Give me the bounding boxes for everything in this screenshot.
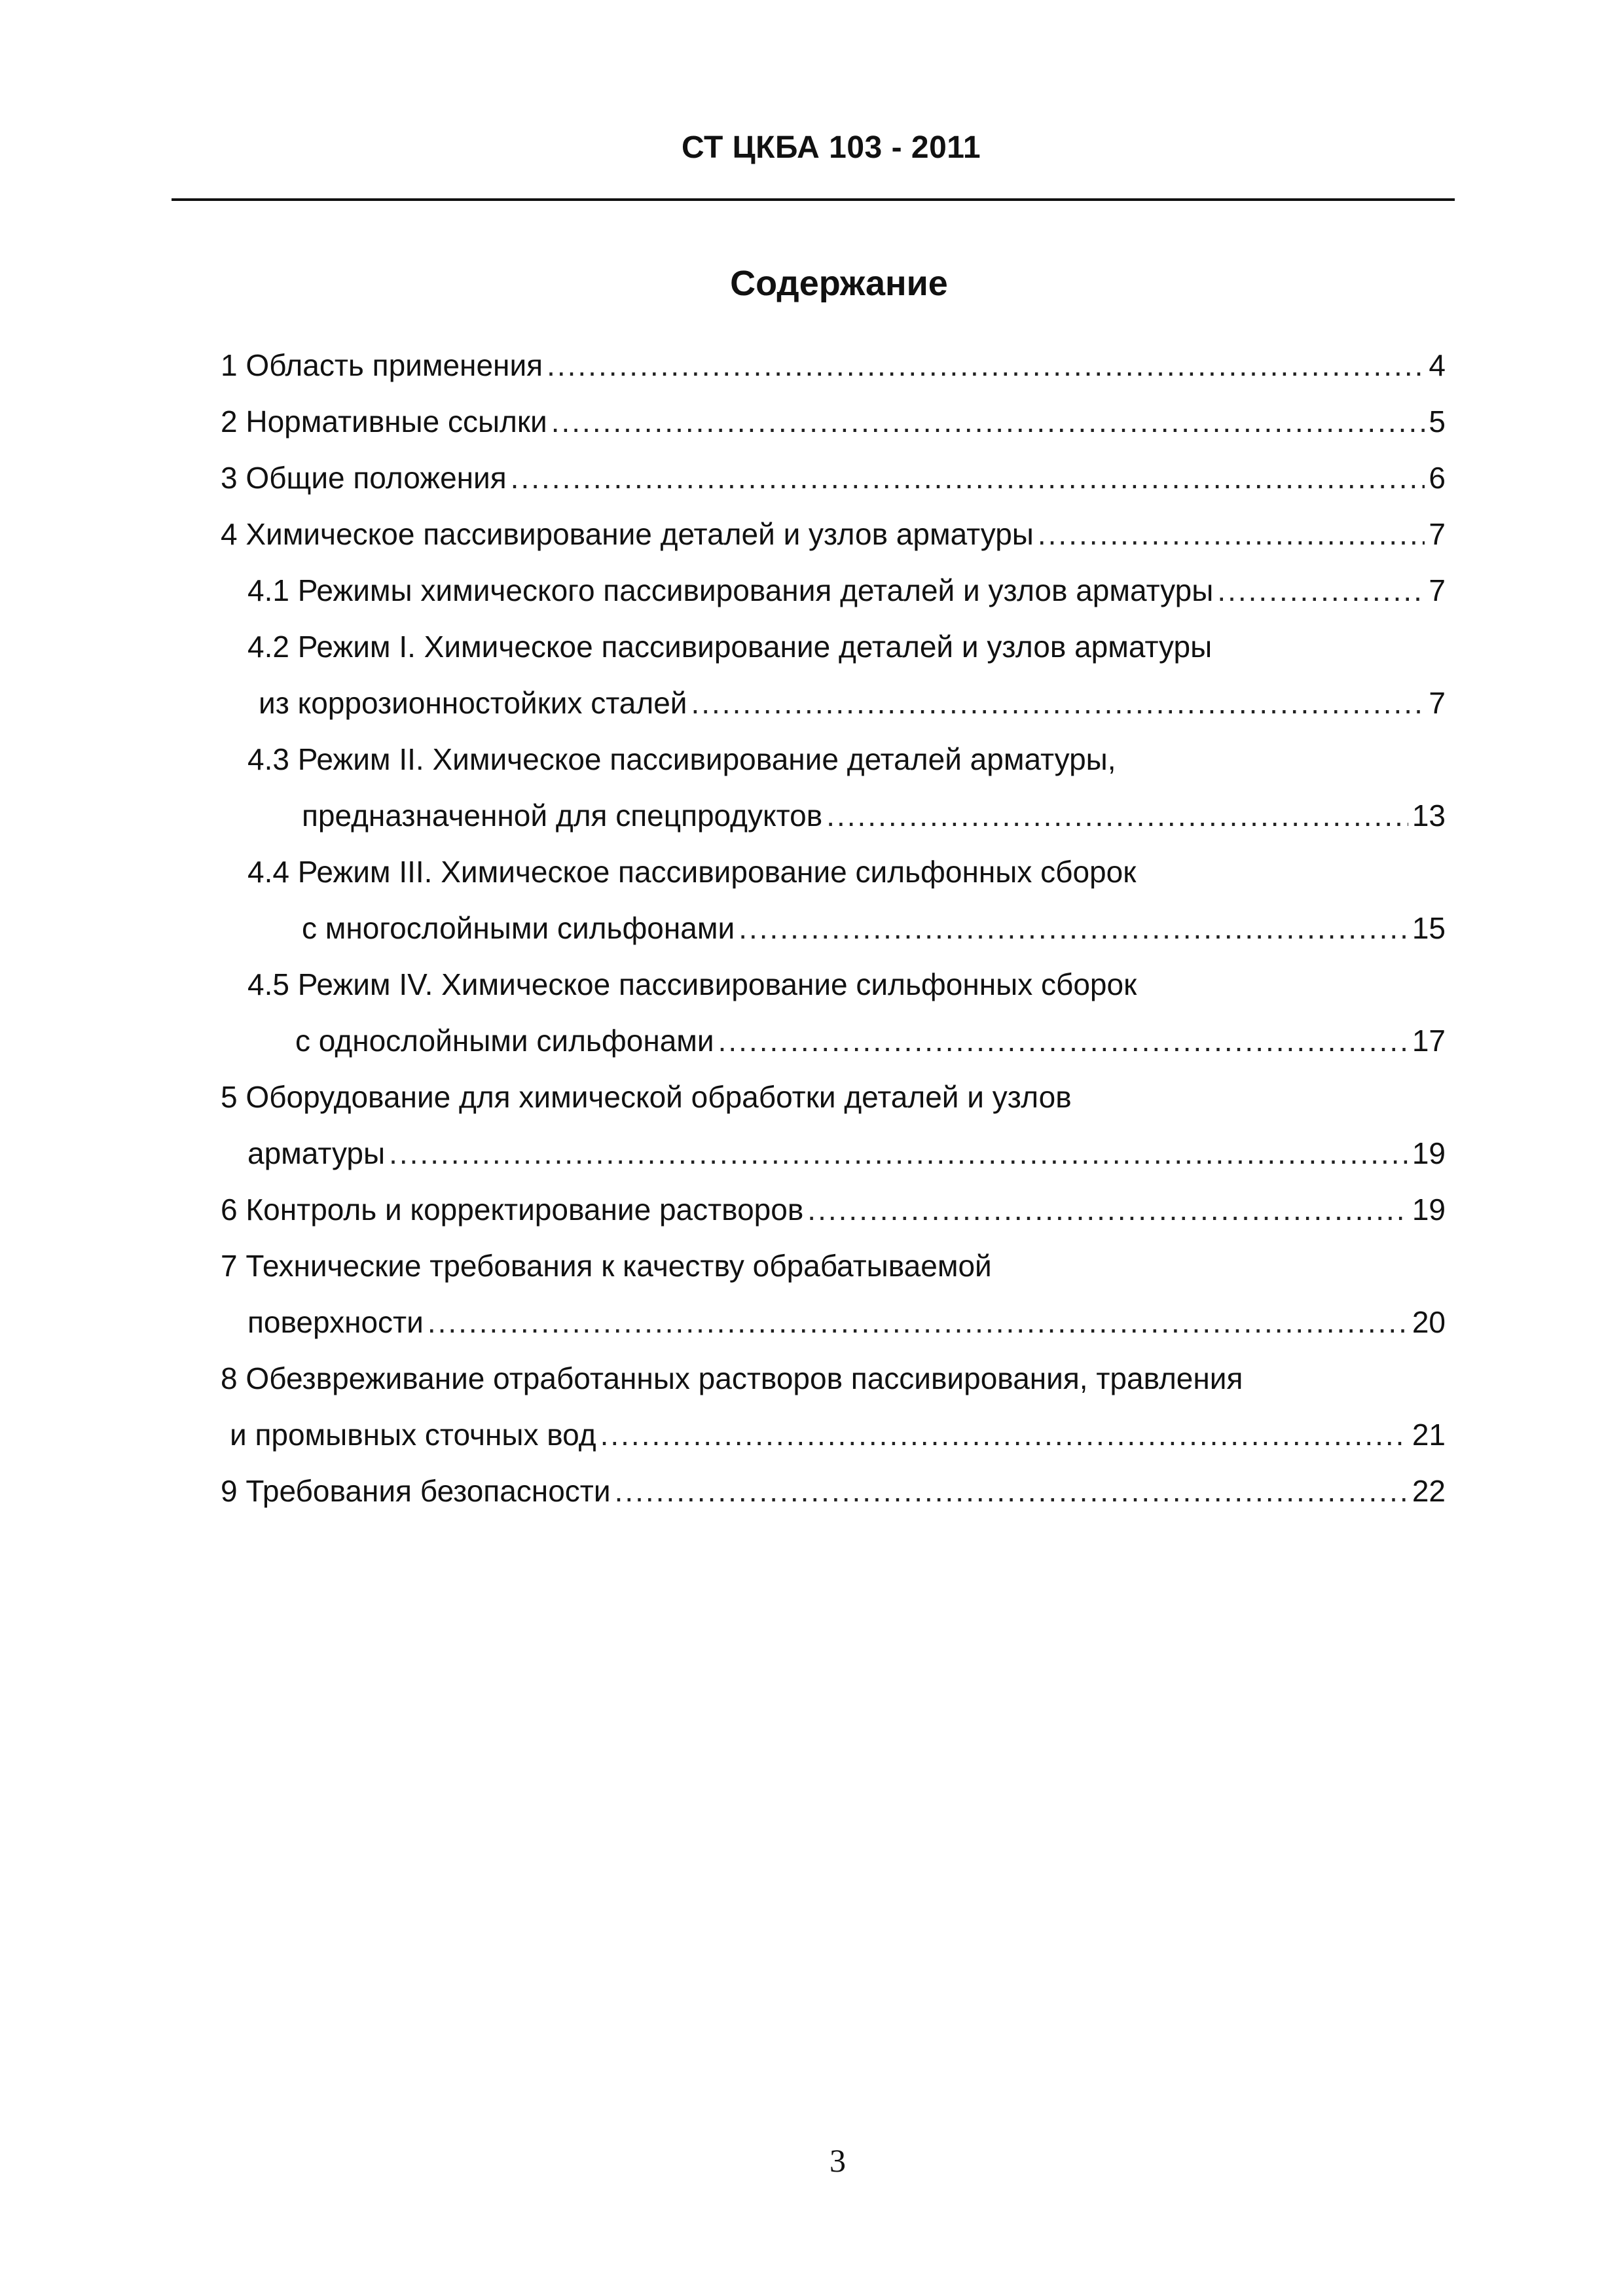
toc-subentry-continuation[interactable] <box>302 796 1446 835</box>
toc-entry-label: предназначенной для спецпродуктов <box>302 798 823 833</box>
toc-entry[interactable] <box>221 346 1446 385</box>
toc-leader-dots <box>551 402 1425 441</box>
toc-entry-label: 5 Оборудование для химической обработки деталей и узлов <box>221 1080 1072 1114</box>
toc-entry-page: 22 <box>1412 1474 1446 1508</box>
toc-subentry-continuation[interactable] <box>295 1021 1446 1060</box>
toc-entry[interactable] <box>221 1359 1446 1398</box>
toc-entry-page: 7 <box>1429 517 1446 551</box>
toc-entry[interactable] <box>221 1190 1446 1229</box>
toc-entry-label: 6 Контроль и корректирование растворов <box>221 1193 804 1227</box>
toc-entry[interactable] <box>221 458 1446 497</box>
toc-leader-dots <box>615 1471 1408 1511</box>
toc-subentry-continuation[interactable] <box>302 908 1446 948</box>
toc-entry-label: 4.3 Режим II. Химическое пассивирование деталей арматуры, <box>247 742 1116 776</box>
toc-leader-dots <box>511 458 1425 497</box>
toc-subentry[interactable] <box>247 740 1446 779</box>
toc-subentry[interactable] <box>247 627 1446 666</box>
toc-entry-page: 5 <box>1429 404 1446 439</box>
toc-entry-label: из коррозионностойких сталей <box>259 686 687 720</box>
toc-subentry[interactable] <box>247 571 1446 610</box>
page-number: 3 <box>830 2142 846 2179</box>
toc-leader-dots <box>1038 514 1425 554</box>
toc-entry-page: 13 <box>1412 798 1446 833</box>
toc-leader-dots <box>718 1021 1408 1060</box>
header-divider <box>172 198 1455 201</box>
toc-entry-page: 19 <box>1412 1136 1446 1170</box>
toc-entry-label: 4 Химическое пассивирование деталей и узлов арматуры <box>221 517 1034 551</box>
toc-entry-label: 7 Технические требования к качеству обрабатываемой <box>221 1249 992 1283</box>
toc-entry-label: 4.4 Режим III. Химическое пассивирование сильфонных сборок <box>247 855 1137 889</box>
toc-entry-continuation[interactable] <box>247 1302 1446 1342</box>
toc-leader-dots <box>600 1415 1408 1454</box>
toc-entry[interactable] <box>221 1246 1446 1285</box>
toc-entry-label: арматуры <box>247 1136 386 1170</box>
toc-entry-page: 15 <box>1412 911 1446 945</box>
toc-entry-label: и промывных сточных вод <box>230 1418 596 1452</box>
toc-entry-page: 20 <box>1412 1305 1446 1339</box>
toc-entry-label: с многослойными сильфонами <box>302 911 735 945</box>
toc-leader-dots <box>739 908 1408 948</box>
toc-entry-label: 4.1 Режимы химического пассивирования деталей и узлов арматуры <box>247 573 1214 607</box>
toc-entry-label: поверхности <box>247 1305 424 1339</box>
toc-entry-page: 21 <box>1412 1418 1446 1452</box>
toc-entry-label: 1 Область применения <box>221 348 543 382</box>
toc-entry-page: 7 <box>1429 686 1446 720</box>
toc-entry[interactable] <box>221 402 1446 441</box>
toc-leader-dots <box>807 1190 1408 1229</box>
toc-entry-continuation[interactable] <box>230 1415 1446 1454</box>
toc-entry-page: 4 <box>1429 348 1446 382</box>
toc-leader-dots <box>1217 571 1425 610</box>
toc-entry-page: 19 <box>1412 1193 1446 1227</box>
toc-entry-label: 3 Общие положения <box>221 461 507 495</box>
toc-subentry[interactable] <box>247 852 1446 891</box>
toc-entry-page: 6 <box>1429 461 1446 495</box>
toc-title: Содержание <box>730 264 948 303</box>
toc-entry[interactable] <box>221 1471 1446 1511</box>
toc-entry-label: с однослойными сильфонами <box>295 1024 714 1058</box>
toc-entry[interactable] <box>221 514 1446 554</box>
toc-subentry-continuation[interactable] <box>259 683 1446 723</box>
toc-entry-label: 4.2 Режим I. Химическое пассивирование деталей и узлов арматуры <box>247 630 1213 664</box>
toc-entry-label: 2 Нормативные ссылки <box>221 404 547 439</box>
toc-leader-dots <box>691 683 1425 723</box>
toc-entry-page: 7 <box>1429 573 1446 607</box>
toc-leader-dots <box>428 1302 1408 1342</box>
toc-entry-continuation[interactable] <box>247 1134 1446 1173</box>
toc-leader-dots <box>547 346 1425 385</box>
toc-leader-dots <box>826 796 1408 835</box>
toc-entry-label: 4.5 Режим IV. Химическое пассивирование сильфонных сборок <box>247 967 1137 1001</box>
toc-entry-page: 17 <box>1412 1024 1446 1058</box>
toc-subentry[interactable] <box>247 965 1446 1004</box>
toc-leader-dots <box>389 1134 1408 1173</box>
toc-entry[interactable] <box>221 1077 1446 1117</box>
document-code: СТ ЦКБА 103 - 2011 <box>681 130 981 165</box>
toc-entry-label: 9 Требования безопасности <box>221 1474 611 1508</box>
toc-entry-label: 8 Обезвреживание отработанных растворов пассивирования, травления <box>221 1361 1243 1395</box>
